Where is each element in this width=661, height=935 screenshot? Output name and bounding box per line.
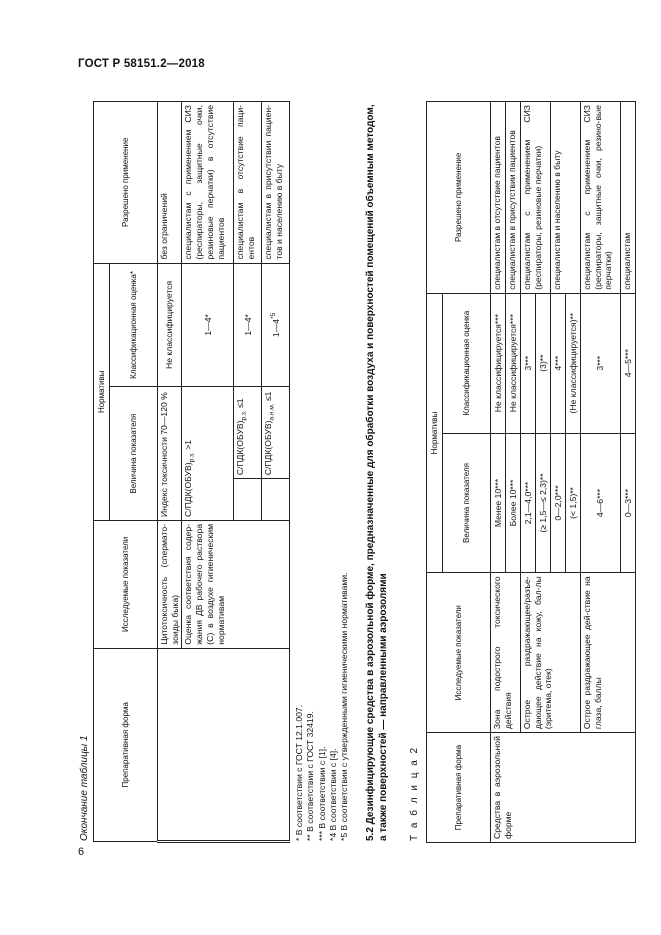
t2-value: Менее 10***: [491, 433, 506, 573]
page-number: 6: [78, 846, 85, 858]
t2-class: 3***: [581, 293, 621, 433]
t2-use: специалистам с применением СИЗ (респираторы, защитные очки, резино-вые перчатки): [581, 102, 621, 294]
t1-header-indicators: Исследуемые показатели: [94, 520, 158, 648]
t1-header-norms: Нормативы: [94, 263, 110, 520]
t2-class: Не классифицируется***: [491, 293, 506, 433]
t1-header-class: Классификационная оценка*: [110, 263, 158, 387]
t1-class: 1—4$^{*5}$: [262, 263, 290, 387]
t1-class: 1—4*: [182, 263, 234, 387]
t2-value: Более 10***: [506, 433, 521, 573]
t2-value: 0—2,0***: [551, 433, 566, 573]
footnote: ** В соответствии с ГОСТ 32419.: [305, 711, 316, 841]
t1-indicator: Цитотоксичность (спермато-зоиды быка): [158, 520, 182, 648]
t2-value: 2,1—4,0***: [521, 433, 536, 573]
t2-class: 3***: [521, 293, 536, 433]
table1-notes: [294, 573, 351, 841]
t2-header-value: Величина показателя: [443, 433, 491, 573]
rotated-content: [76, 95, 633, 843]
footnote: *5 В соответствии с утвержденными гигиеническими нормативами.: [339, 572, 350, 841]
t2-class: (3)**: [536, 293, 551, 433]
table2-caption: Т а б л и ц а 2: [409, 745, 420, 841]
t1-value-empty: [234, 479, 262, 521]
t1-use: специалистам в отсутствие паци-ентов: [234, 102, 262, 264]
t2-indicator: Зона подострого токсического действия: [491, 573, 521, 733]
t1-value: $С/ПДК(ОБУВ)_{р.з.} >1$: [182, 387, 234, 521]
t1-header-form: Препаративная форма: [94, 648, 158, 841]
t1-indicator: Оценка соответствия содер-жания ДВ рабочего раствора (С) в воздухе гигиеническим нормативам: [182, 520, 290, 648]
section-heading: 5.2 Дезинфицирующие средства в аэрозольной форме, предназначенные для обработки воздуха и поверхностей помещений объемным методом, а также поверхностей — направленными аэрозолями: [365, 104, 389, 841]
t2-use: специалистам с применением СИЗ (респираторы, резиновые перчатки): [521, 102, 551, 294]
table-1: [93, 101, 290, 843]
t2-value: (≥ 1,5—≤ 2,3)**: [536, 433, 551, 573]
t2-header-norms: Нормативы: [427, 293, 443, 573]
t2-form: Средства в аэрозольной форме: [491, 733, 636, 843]
t2-header-use: Разрешено применение: [427, 102, 491, 294]
t1-value-empty: [262, 479, 290, 521]
t2-value: 4—6***: [581, 433, 621, 573]
t1-use: без ограничений: [158, 102, 182, 264]
t2-use: специалистам: [621, 102, 636, 294]
t2-class: (Не классифицируется)**: [566, 293, 581, 433]
t2-use: специалистам и населению в быту: [551, 102, 581, 294]
t1-value: $С/ПДК(ОБУВ)_{а.н.м.} \le 1$: [262, 387, 290, 479]
t1-use: специалистам в присутствии пациен-тов и населению в быту: [262, 102, 290, 264]
t2-indicator: Острое раздражающее/разъе-дающее действие на кожу, бал-лы (эритема, отек): [521, 573, 581, 733]
t1-class: 1—4*: [234, 263, 262, 387]
footnote: *4 В соответствии с [4].: [328, 748, 339, 841]
t2-class: Не классифицируется***: [506, 293, 521, 433]
t1-form-cell: [158, 648, 290, 841]
t1-value: Индекс токсичности 70—120 %: [158, 387, 182, 521]
t2-header-form: Препаративная форма: [427, 733, 491, 843]
table-2: [426, 101, 636, 843]
footnote: *** В соответствии с [1].: [316, 746, 327, 841]
t2-value: (< 1,5)**: [566, 433, 581, 573]
t2-indicator: Острое раздражающее дей-ствие на глаза, баллы: [581, 573, 636, 733]
t2-class: 4—5***: [621, 293, 636, 433]
t1-value: $С/ПДК(ОБУВ)_{р.з.} \le 1$: [234, 387, 262, 479]
footnote: * В соответствии с ГОСТ 12.1.007.: [294, 704, 304, 841]
t1-class: Не классифицируется: [158, 263, 182, 387]
document-header: ГОСТ Р 58151.2—2018: [78, 58, 205, 70]
t2-value: 0—3***: [621, 433, 636, 573]
table1-caption: Окончание таблицы 1: [79, 735, 90, 841]
t2-class: 4***: [551, 293, 566, 433]
t1-header-value: Величина показателя: [110, 387, 158, 521]
t1-use: специалистам с применением СИЗ (респираторы, защитные очки, резиновые перчатки) в отсутствие пациентов: [182, 102, 234, 264]
t2-header-class: Классификационная оценка: [443, 293, 491, 433]
t2-use: специалистам в отсутствие пациентов: [491, 102, 506, 294]
t1-header-use: Разрешено применение: [94, 102, 158, 264]
t2-header-indicators: Исследуемые показатели: [427, 573, 491, 733]
t2-use: специалистам в присутствии пациентов: [506, 102, 521, 294]
